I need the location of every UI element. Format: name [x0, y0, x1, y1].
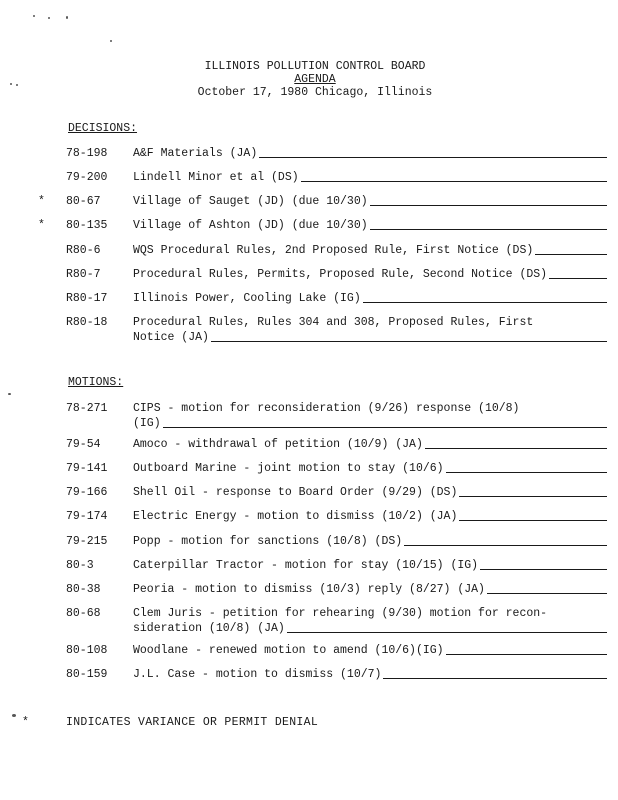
fill-rule-line	[446, 472, 607, 473]
motions-heading: MOTIONS:	[68, 376, 124, 389]
case-description-text: sideration (10/8) (JA)	[133, 622, 285, 635]
case-number: R80-17	[66, 292, 108, 305]
footer-asterisk: *	[22, 716, 29, 729]
case-number: 78-198	[66, 147, 108, 160]
case-description-text: Outboard Marine - joint motion to stay (10/6)	[133, 462, 444, 475]
case-description-text: A&F Materials (JA)	[133, 147, 258, 160]
case-description	[133, 146, 607, 161]
case-description	[133, 643, 607, 658]
case-description-text: (IG)	[133, 417, 161, 430]
case-number: 79-174	[66, 510, 108, 523]
fill-rule-line	[459, 496, 607, 497]
agenda-title: AGENDA	[294, 73, 336, 86]
agenda-header	[0, 60, 618, 99]
case-number: R80-7	[66, 268, 101, 281]
case-number: R80-18	[66, 316, 108, 329]
case-description-text: Village of Sauget (JD) (due 10/30)	[133, 195, 368, 208]
scan-speck	[66, 16, 68, 19]
case-description	[133, 315, 607, 345]
case-description-line: CIPS - motion for reconsideration (9/26) response (10/8)	[133, 402, 520, 415]
case-description-text: Procedural Rules, Permits, Proposed Rule, Second Notice (DS)	[133, 268, 548, 281]
case-description-text: WQS Procedural Rules, 2nd Proposed Rule, First Notice (DS)	[133, 244, 534, 257]
case-description	[133, 243, 607, 258]
fill-rule-line	[211, 341, 607, 342]
decisions-heading: DECISIONS:	[68, 122, 138, 135]
case-description	[133, 194, 607, 209]
case-description-text: Popp - motion for sanctions (10/8) (DS)	[133, 535, 403, 548]
fill-rule-line	[363, 302, 607, 303]
case-description	[133, 534, 607, 549]
case-description-text: Lindell Minor et al (DS)	[133, 171, 299, 184]
meeting-date-location: October 17, 1980 Chicago, Illinois	[197, 86, 433, 99]
case-description	[133, 461, 607, 476]
fill-rule-line	[404, 545, 607, 546]
fill-rule-line	[425, 448, 607, 449]
fill-rule-line	[163, 427, 607, 428]
case-number: 80-67	[66, 195, 101, 208]
scan-speck	[12, 714, 16, 717]
case-number: 80-108	[66, 644, 108, 657]
case-description	[133, 582, 607, 597]
case-number: 79-141	[66, 462, 108, 475]
scan-speck	[8, 393, 11, 395]
case-number: 80-3	[66, 559, 94, 572]
scan-speck	[48, 17, 50, 19]
fill-rule-line	[446, 654, 607, 655]
variance-asterisk: *	[38, 195, 45, 208]
case-description	[133, 267, 607, 282]
case-number: 80-135	[66, 219, 108, 232]
case-description-text: Illinois Power, Cooling Lake (IG)	[133, 292, 361, 305]
fill-rule-line	[383, 678, 607, 679]
fill-rule-line	[549, 278, 607, 279]
case-number: 79-200	[66, 171, 108, 184]
case-number: 79-215	[66, 535, 108, 548]
case-number: 80-38	[66, 583, 101, 596]
fill-rule-line	[535, 254, 607, 255]
case-description-text: Electric Energy - motion to dismiss (10/2) (JA)	[133, 510, 458, 523]
case-description-line: Procedural Rules, Rules 304 and 308, Proposed Rules, First	[133, 316, 534, 329]
fill-rule-line	[487, 593, 607, 594]
case-description-line: Clem Juris - petition for rehearing (9/30) motion for recon-	[133, 607, 548, 620]
case-description-text: Shell Oil - response to Board Order (9/29) (DS)	[133, 486, 458, 499]
case-description	[133, 291, 607, 306]
case-number: 79-54	[66, 438, 101, 451]
scan-speck	[110, 40, 112, 42]
fill-rule-line	[287, 632, 607, 633]
case-description	[133, 509, 607, 524]
case-description-text: Peoria - motion to dismiss (10/3) reply (8/27) (JA)	[133, 583, 485, 596]
fill-rule-line	[259, 157, 607, 158]
fill-rule-line	[370, 205, 607, 206]
case-description	[133, 667, 607, 682]
fill-rule-line	[301, 181, 607, 182]
variance-asterisk: *	[38, 219, 45, 232]
fill-rule-line	[459, 520, 607, 521]
case-description-text: Notice (JA)	[133, 331, 209, 344]
board-name: ILLINOIS POLLUTION CONTROL BOARD	[204, 60, 426, 73]
case-number: 78-271	[66, 402, 108, 415]
case-description	[133, 485, 607, 500]
case-description	[133, 218, 607, 233]
scan-speck	[33, 15, 35, 17]
case-number: 79-166	[66, 486, 108, 499]
case-description-text: Woodlane - renewed motion to amend (10/6)(IG)	[133, 644, 444, 657]
case-description-text: Caterpillar Tractor - motion for stay (10/15) (IG)	[133, 559, 479, 572]
case-description	[133, 170, 607, 185]
footer-note: INDICATES VARIANCE OR PERMIT DENIAL	[66, 716, 319, 729]
case-description	[133, 558, 607, 573]
case-description	[133, 606, 607, 636]
case-description	[133, 401, 607, 431]
case-number: 80-159	[66, 668, 108, 681]
case-number: R80-6	[66, 244, 101, 257]
case-description-text: J.L. Case - motion to dismiss (10/7)	[133, 668, 382, 681]
fill-rule-line	[480, 569, 607, 570]
case-number: 80-68	[66, 607, 101, 620]
case-description	[133, 437, 607, 452]
case-description-text: Village of Ashton (JD) (due 10/30)	[133, 219, 368, 232]
case-description-text: Amoco - withdrawal of petition (10/9) (JA)	[133, 438, 423, 451]
fill-rule-line	[370, 229, 607, 230]
